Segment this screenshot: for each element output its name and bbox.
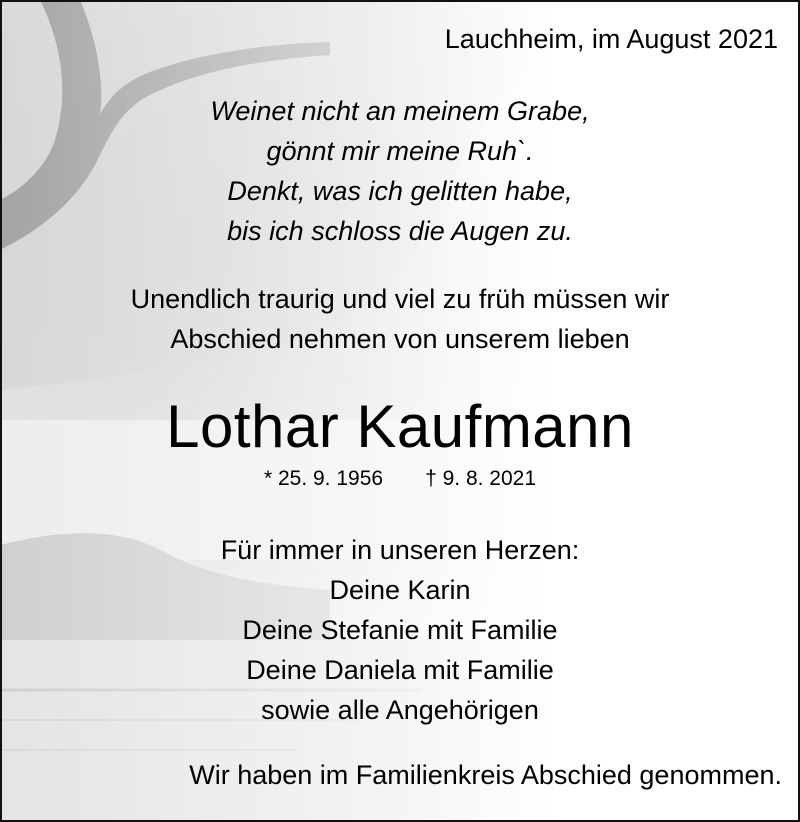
family-line-4: Deine Daniela mit Familie (246, 655, 554, 685)
life-dates (0, 467, 800, 491)
family-line-3: Deine Stefanie mit Familie (242, 615, 558, 645)
poem-line-2: gönnt mir meine Ruh`. (266, 136, 534, 166)
intro-line-1: Unendlich traurig und viel zu früh müssen wir (130, 284, 670, 314)
poem-line-4: bis ich schloss die Augen zu. (227, 216, 573, 246)
intro-line-2: Abschied nehmen von unserem lieben (170, 324, 630, 354)
family-line-5: sowie alle Angehörigen (261, 695, 539, 725)
poem-line-1: Weinet nicht an meinem Grabe, (210, 96, 590, 126)
family-line-2: Deine Karin (329, 575, 471, 605)
poem-line-3: Denkt, was ich gelitten habe, (227, 176, 573, 206)
death-date: † 9. 8. 2021 (425, 467, 537, 490)
family-line-1: Für immer in unseren Herzen: (220, 535, 580, 565)
deceased-name: Lothar Kaufmann (166, 393, 634, 460)
footer-note: Wir haben im Familienkreis Abschied genommen. (189, 760, 782, 790)
birth-date: * 25. 9. 1956 (263, 467, 384, 490)
place-and-date: Lauchheim, im August 2021 (444, 24, 778, 54)
